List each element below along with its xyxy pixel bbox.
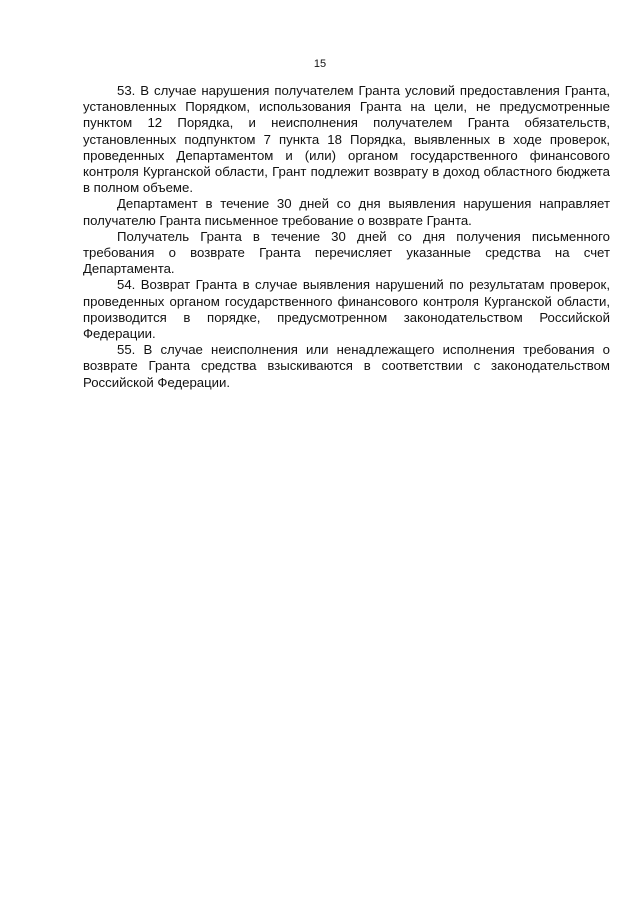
paragraph-54: 54. Возврат Гранта в случае выявления нарушений по результатам проверок, проведенных органом государственного финансового контроля Курганской области, производится в порядке, предусмотренном законодательством Российской Федерации. bbox=[83, 277, 610, 342]
document-body bbox=[83, 83, 610, 391]
paragraph-53: 53. В случае нарушения получателем Гранта условий предоставления Гранта, установленных Порядком, использования Гранта на цели, не предусмотренные пунктом 12 Порядка, и неисполнения получателем Гранта обязательств, установленных подпунктом 7 пункта 18 Порядка, выявленных в ходе проверок, проведенных Департаментом и (или) органом государственного финансового контроля Курганской области, Грант подлежит возврату в доход областного бюджета в полном объеме. bbox=[83, 83, 610, 196]
paragraph-55: 55. В случае неисполнения или ненадлежащего исполнения требования о возврате Гранта средства взыскиваются в соответствии с законодательством Российской Федерации. bbox=[83, 342, 610, 390]
paragraph-department-notice: Департамент в течение 30 дней со дня выявления нарушения направляет получателю Гранта письменное требование о возврате Гранта. bbox=[83, 196, 610, 228]
page-number: 15 bbox=[313, 58, 327, 70]
paragraph-recipient-transfer: Получатель Гранта в течение 30 дней со дня получения письменного требования о возврате Гранта перечисляет указанные средства на счет Департамента. bbox=[83, 228, 610, 277]
